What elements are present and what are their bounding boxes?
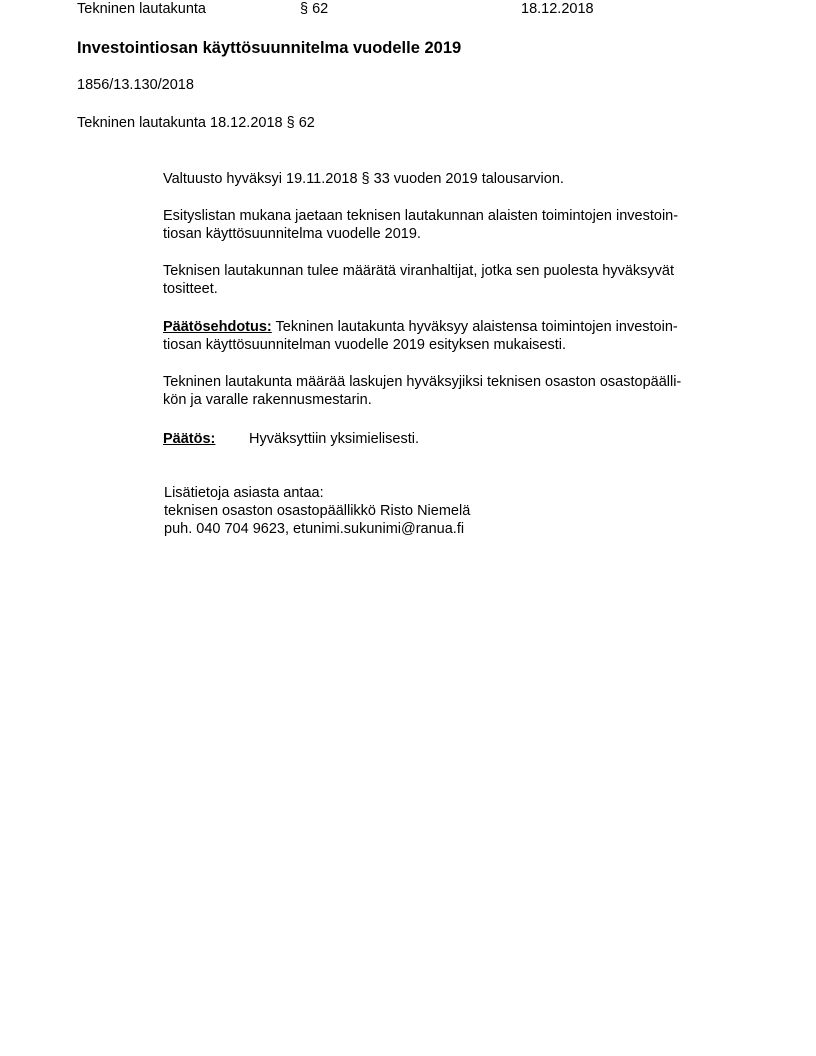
decision-proposal xyxy=(163,318,743,354)
paragraph-line: Teknisen lautakunnan tulee määrätä viranhaltijat, jotka sen puolesta hyväksyvät xyxy=(163,263,675,279)
paragraph-line: Esityslistan mukana jaetaan teknisen lautakunnan alaisten toimintojen investoin- xyxy=(163,208,679,224)
paragraph-line: tositteet. xyxy=(163,281,218,297)
paragraph-line: kön ja varalle rakennusmestarin. xyxy=(163,392,372,408)
proposal-line: tiosan käyttösuunnitelman vuodelle 2019 esityksen mukaisesti. xyxy=(163,337,567,353)
header-board-name: Tekninen lautakunta xyxy=(77,1,206,17)
decision-label: Päätös: xyxy=(163,431,216,447)
paragraph-budget-approval xyxy=(163,170,743,188)
paragraph-line: tiosan käyttösuunnitelma vuodelle 2019. xyxy=(163,226,421,242)
proposal-text: Tekninen lautakunta hyväksyy alaistensa toimintojen investoin- xyxy=(271,319,678,335)
meeting-reference: Tekninen lautakunta 18.12.2018 § 62 xyxy=(77,115,315,131)
paragraph-line: Valtuusto hyväksyi 19.11.2018 § 33 vuoden 2019 talousarvion. xyxy=(163,171,564,187)
document-reference: 1856/13.130/2018 xyxy=(77,77,194,93)
contact-details: puh. 040 704 9623, etunimi.sukunimi@ranua.fi xyxy=(164,521,465,537)
proposal-label: Päätösehdotus: xyxy=(163,319,272,335)
contact-intro: Lisätietoja asiasta antaa: xyxy=(164,485,324,501)
decision-line xyxy=(163,430,743,448)
paragraph-line: Tekninen lautakunta määrää laskujen hyväksyjiksi teknisen osaston osastopäälli- xyxy=(163,374,682,390)
header-section-number: § 62 xyxy=(300,1,329,17)
decision xyxy=(163,430,743,448)
paragraph-plan-distribution xyxy=(163,207,743,243)
decision-text: Hyväksyttiin yksimielisesti. xyxy=(249,431,419,447)
header-date: 18.12.2018 xyxy=(521,1,594,17)
paragraph-approvers-requirement xyxy=(163,262,743,298)
contact-info xyxy=(164,484,744,538)
contact-person: teknisen osaston osastopäällikkö Risto Niemelä xyxy=(164,503,471,519)
proposal-line xyxy=(163,318,743,336)
document-title: Investointiosan käyttösuunnitelma vuodelle 2019 xyxy=(77,39,462,57)
paragraph-invoice-approvers xyxy=(163,373,743,409)
